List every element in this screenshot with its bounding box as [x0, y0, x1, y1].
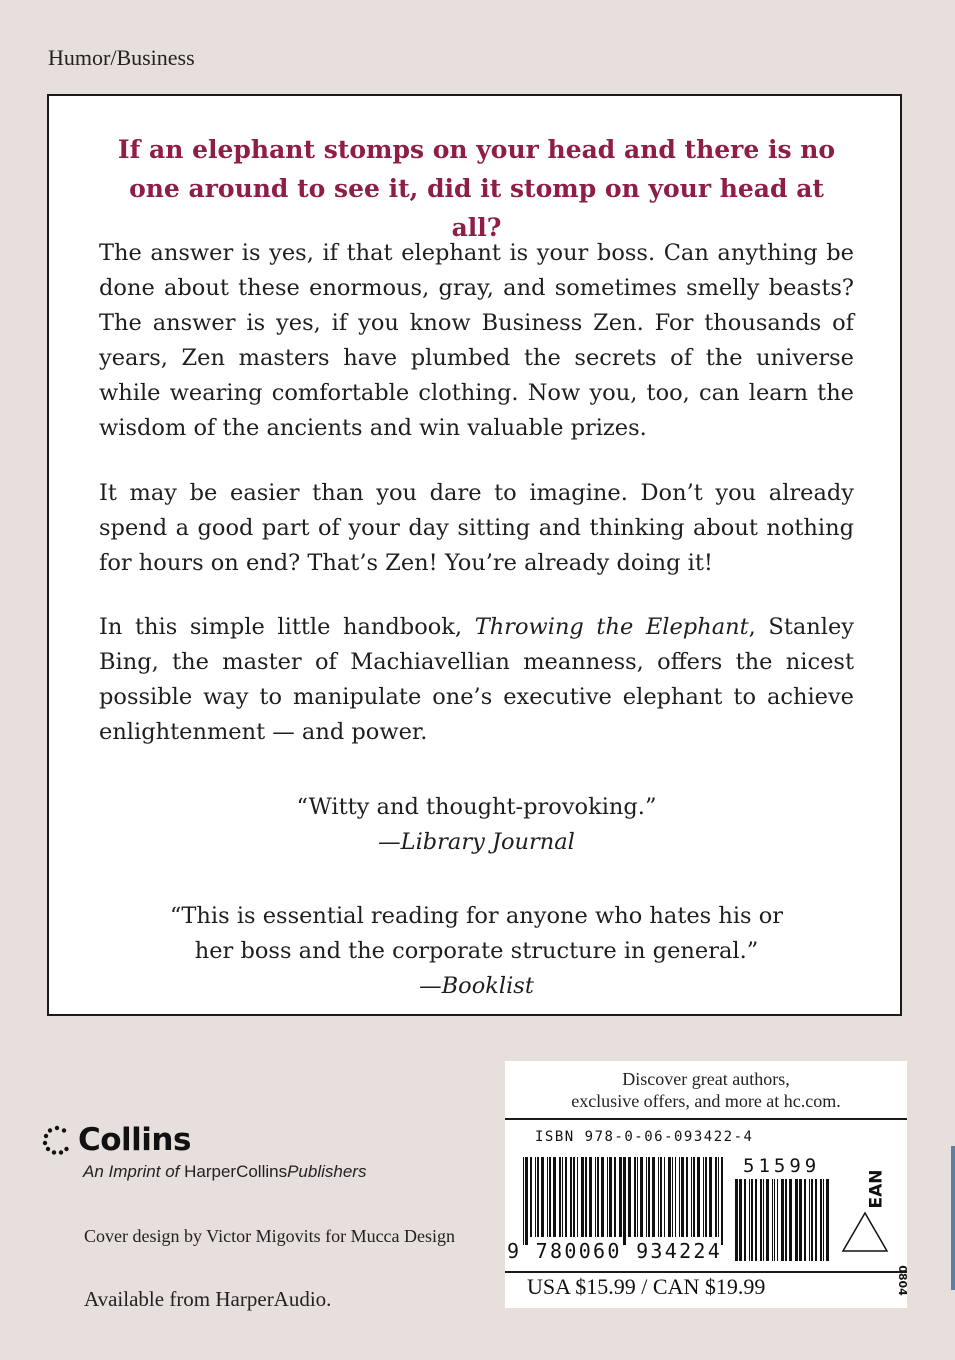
barcode-bar: [811, 1179, 813, 1261]
barcode-bar: [565, 1157, 567, 1237]
barcode-bar: [559, 1157, 561, 1237]
barcode-bar: [581, 1157, 584, 1237]
barcode-bar: [634, 1157, 636, 1237]
imprint-suffix: Publishers: [287, 1162, 367, 1181]
triangle-icon: [843, 1213, 887, 1251]
promo-line-1: Discover great authors,: [622, 1069, 790, 1089]
barcode-bar: [623, 1157, 626, 1245]
barcode-bar: [658, 1157, 659, 1237]
imprint-name: HarperCollins: [184, 1162, 288, 1181]
barcode-bar: [570, 1157, 572, 1237]
quote-library-journal: [99, 790, 854, 860]
barcode-digits: 9 780060 934224: [507, 1239, 723, 1263]
barcode-bar: [668, 1157, 671, 1237]
barcode-bar: [781, 1179, 784, 1261]
barcode-bar: [774, 1179, 775, 1261]
barcode-bar: [664, 1157, 665, 1237]
barcode-bar: [607, 1157, 608, 1237]
barcode-bar: [628, 1157, 631, 1237]
barcode-bar: [646, 1157, 647, 1237]
ean-barcode: [523, 1157, 723, 1245]
paragraph-1-last: wisdom of the ancients and win valuable prizes.: [99, 415, 647, 441]
paragraph-2-last: for hours on end? That’s Zen! You’re already doing it!: [99, 550, 713, 576]
collins-wordmark: Collins: [78, 1122, 191, 1158]
barcode-bar: [619, 1157, 622, 1237]
barcode-bar: [721, 1157, 723, 1245]
barcode-bar: [795, 1179, 798, 1261]
barcode-bar: [826, 1179, 829, 1261]
barcode-bar: [525, 1157, 528, 1245]
barcode-bar: [703, 1157, 704, 1237]
barcode-bar: [697, 1157, 700, 1237]
paragraph-2-body: It may be easier than you dare to imagine. Don’t you already spend a good part of your day sitting and thinking about nothing: [99, 480, 854, 541]
addon-digits: 51599: [743, 1155, 821, 1177]
imprint-line: [83, 1162, 366, 1182]
quote-1-text: “Witty and thought-provoking.”: [296, 794, 657, 820]
barcode-bar: [744, 1179, 746, 1261]
barcode-bar: [785, 1179, 787, 1261]
barcode-bar: [614, 1157, 616, 1237]
promo-line-2: exclusive offers, and more at hc.com.: [571, 1091, 841, 1111]
barcode-bar: [530, 1157, 532, 1237]
print-code: 0804: [895, 1265, 909, 1296]
cover-credit: Cover design by Victor Migovits for Mucca Design: [84, 1226, 456, 1246]
price-divider: [505, 1271, 907, 1273]
barcode-bar: [718, 1157, 719, 1237]
quote-2-line-1: “This is essential reading for anyone who hates his or: [169, 903, 784, 929]
barcode-bar: [547, 1157, 548, 1237]
paragraph-1: [99, 236, 854, 446]
barcode-bar: [601, 1157, 604, 1237]
barcode-bar: [652, 1157, 655, 1237]
barcode-bar: [535, 1157, 536, 1237]
barcode-bar: [715, 1157, 717, 1237]
barcode-bar: [823, 1179, 824, 1261]
barcode-bar: [749, 1179, 750, 1261]
barcode-bar: [693, 1157, 695, 1237]
barcode-bar: [589, 1157, 592, 1237]
headline: [109, 130, 844, 247]
barcode-bar: [760, 1179, 762, 1261]
headline-line-2: one around to see it, did it stomp on your head at all?: [129, 174, 824, 242]
category-label: Humor/Business: [48, 45, 195, 70]
barcode-bar: [573, 1157, 575, 1237]
quote-2-line-2: her boss and the corporate structure in general.”: [194, 938, 759, 964]
price: USA $15.99 / CAN $19.99: [527, 1274, 766, 1299]
barcode-bar: [675, 1157, 676, 1237]
barcode-bar: [537, 1157, 539, 1237]
quote-2-attribution: —Booklist: [419, 973, 534, 999]
collins-dots-icon: [42, 1125, 72, 1155]
barcode-bar: [763, 1179, 764, 1261]
barcode-bar: [523, 1157, 524, 1245]
isbn-number: ISBN 978-0-06-093422-4: [535, 1129, 754, 1145]
barcode-bar: [705, 1157, 707, 1237]
barcode-bar: [751, 1179, 753, 1261]
barcode-bar: [585, 1157, 587, 1237]
barcode-bar: [577, 1157, 578, 1237]
barcode-bar: [777, 1179, 778, 1261]
paragraph-3-body: , Stanley Bing, the master of Machiavellian meanness, offers the nicest possible way to manipulate one’s executive elephant to achieve: [99, 614, 854, 710]
barcode-bar: [739, 1179, 742, 1261]
barcode-bar: [799, 1179, 802, 1261]
barcode-bar: [679, 1157, 680, 1237]
barcode-bar: [562, 1157, 563, 1237]
barcode-bar: [672, 1157, 673, 1237]
barcode-bar: [691, 1157, 692, 1237]
collins-logo: [42, 1122, 191, 1158]
barcode-bar: [595, 1157, 596, 1237]
paragraph-3: [99, 610, 854, 750]
barcode-panel: [505, 1061, 907, 1308]
barcode-bar: [820, 1179, 822, 1261]
blurb-box: [47, 94, 902, 1016]
quote-booklist: [99, 899, 854, 1004]
quote-1-attribution: —Library Journal: [378, 829, 575, 855]
paragraph-3-intro: In this simple little handbook,: [99, 614, 475, 640]
barcode-bar: [755, 1179, 757, 1261]
addon-barcode: [735, 1179, 829, 1261]
barcode-bar: [772, 1179, 773, 1261]
paragraph-1-body: The answer is yes, if that elephant is your boss. Can anything be done about these enormous, gray, and sometimes smelly beasts? The answer is yes, if you know Business Zen. For thousands of years, Zen masters have plumbed the secrets of the universe while wearing comfortable clothing. Now you, too, can learn the: [99, 240, 854, 406]
barcode-bar: [609, 1157, 612, 1237]
barcode-bar: [766, 1179, 769, 1261]
barcode-bar: [809, 1179, 810, 1261]
barcode-bar: [789, 1179, 792, 1261]
edge-color-mark: [951, 1146, 955, 1290]
barcode-bar: [660, 1157, 662, 1237]
headline-line-1: If an elephant stomps on your head and there is no: [117, 135, 836, 164]
barcode-bar: [815, 1179, 817, 1261]
paragraph-3-last: enlightenment — and power.: [99, 719, 428, 745]
barcode-bar: [640, 1157, 643, 1237]
book-title: Throwing the Elephant: [474, 614, 749, 640]
barcode-bar: [597, 1157, 599, 1237]
barcode-bar: [541, 1157, 544, 1237]
barcode-bar: [686, 1157, 688, 1237]
imprint-prefix: An Imprint of: [83, 1162, 180, 1181]
barcode-bar: [549, 1157, 551, 1237]
paragraph-2: [99, 476, 854, 581]
barcode-bar: [709, 1157, 712, 1237]
barcode-bar: [735, 1179, 738, 1261]
barcode-bar: [648, 1157, 650, 1237]
ean-label: EAN: [866, 1169, 887, 1209]
barcode-bar: [637, 1157, 638, 1237]
audio-availability: Available from HarperAudio.: [84, 1287, 332, 1311]
barcode-bar: [804, 1179, 806, 1261]
barcode-bar: [553, 1157, 556, 1237]
barcode-bar: [681, 1157, 684, 1237]
